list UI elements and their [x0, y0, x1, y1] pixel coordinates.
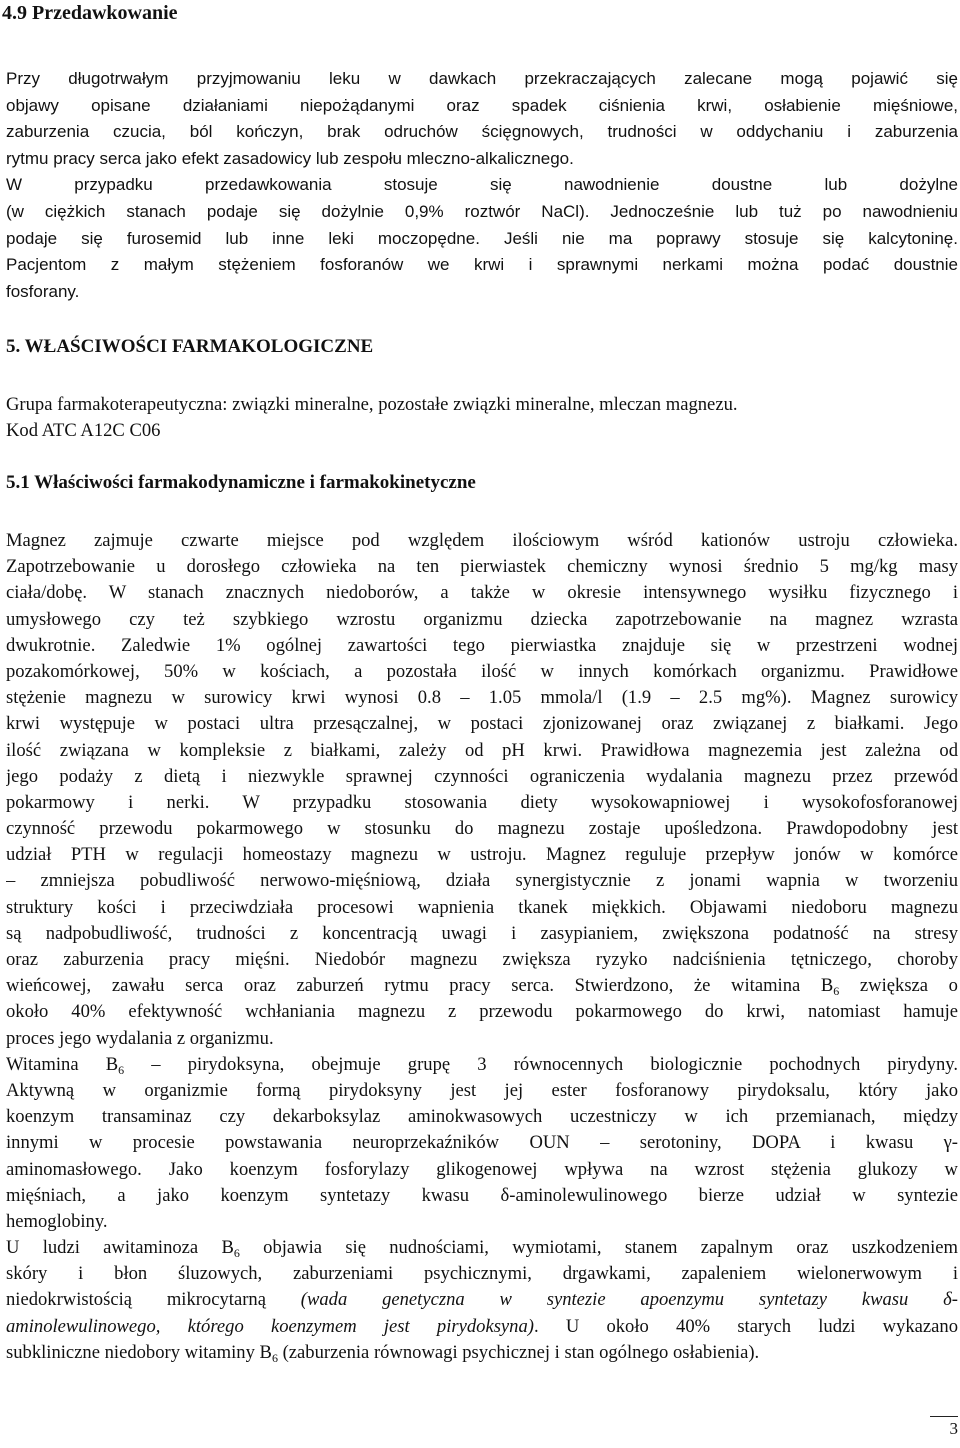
text-line: Przy długotrwałym przyjmowaniu leku w dawkach przekraczających zalecane mogą pojawić się	[6, 69, 958, 88]
text-line: – zmniejsza pobudliwość nerwowo-mięśniową, działa synergistycznie z jonami wapnia w tworzeniu	[6, 870, 958, 892]
text-line: czynność przewodu pokarmowego w stosunku do magnezu zostaje upośledzona. Prawdopodobny jest	[6, 818, 958, 840]
text-segment: niedokrwistością mikrocytarną	[6, 1289, 266, 1311]
text-line: ciała/dobę. W stanach znacznych niedoborów, a także w okresie intensywnego wysiłku fizycznego i	[6, 582, 958, 604]
text-line: hemoglobiny.	[6, 1210, 108, 1232]
text-line: krwi występuje w postaci ultra przesączalnej, w postaci zjonizowanej oraz związanej z białkami. Jego	[6, 713, 958, 735]
text-line: (w ciężkich stanach podaje się dożylnie 0,9% roztwór NaCl). Jednocześnie lub tuż po nawodnieniu	[6, 201, 958, 221]
text-line: zaburzenia czucia, ból kończyn, brak odruchów ścięgnowych, trudności w oddychaniu i zaburzenia	[6, 122, 958, 142]
atc-code-line: Kod ATC A12C C06	[6, 420, 161, 442]
section-4-9-heading: 4.9 Przedawkowanie	[2, 2, 178, 24]
subscript-6: 6	[271, 1350, 278, 1365]
section-5-1-heading: 5.1 Właściwości farmakodynamiczne i farmakokinetyczne	[6, 472, 476, 493]
text-line: fosforany.	[6, 281, 80, 301]
text-line: Magnez zajmuje czwarte miejsce pod względem ilościowym wśród kationów ustroju człowieka.	[6, 530, 958, 551]
italic-segment: aminolewulinowego, którego koenzymem jest pirydoksyna)	[6, 1315, 534, 1337]
text-line: pokarmowy i nerki. W przypadku stosowania diety wysokowapniowej i wysokofosforanowej	[6, 791, 958, 813]
text-line	[6, 1235, 958, 1261]
pharmacotherapeutic-group	[6, 392, 958, 444]
text-line: rytmu pracy serca jako efekt zasadowicy lub zespołu mleczno-alkalicznego.	[6, 148, 574, 168]
page-number: 3	[930, 1416, 958, 1439]
text-segment: Witamina B	[6, 1053, 119, 1075]
text-line: innymi w procesie powstawania neuroprzekaźników OUN – serotoniny, DOPA i kwasu γ-	[6, 1132, 958, 1154]
text-line: koenzym transaminaz czy dekarboksylaz aminokwasowych uczestniczy w ich przemianach, między	[6, 1106, 958, 1128]
text-line: Aktywną w organizmie formą pirydoksyny jest jej ester fosforanowy pirydoksalu, który jako	[6, 1079, 958, 1101]
text-line: ilość związana w kompleksie z białkami, zależy od pH krwi. Prawidłowa magnezemia jest zależna od	[6, 739, 958, 761]
text-line: pozakomórkowej, 50% w kościach, a pozostała ilość w innych komórkach organizmu. Prawidłowe	[6, 660, 958, 682]
text-line: udział PTH w regulacji homeostazy magnezu w ustroju. Magnez reguluje przepływ jonów w komórce	[6, 844, 958, 866]
text-segment: zwiększa o	[859, 975, 958, 997]
subscript-6: 6	[118, 1062, 125, 1077]
text-line	[6, 1052, 958, 1078]
text-line	[6, 973, 958, 999]
text-line: stężenie magnezu w surowicy krwi wynosi 0.8 – 1.05 mmola/l (1.9 – 2.5 mg%). Magnez surowicy	[6, 687, 958, 709]
text-line	[6, 1340, 958, 1366]
text-line: są nadpobudliwość, trudności z koncentracją uwagi i zasypianiem, zwiększona podatność na stresy	[6, 922, 958, 944]
text-segment: (zaburzenia równowagi psychicznej i stan ogólnego osłabienia).	[282, 1341, 760, 1363]
text-line: oraz zaburzenia pracy mięśni. Niedobór magnezu zwiększa ryzyko nadciśnienia tętniczego, choroby	[6, 949, 958, 970]
text-line: umysłowego czy też szybkiego wzrostu organizmu dziecka zapotrzebowanie na magnez wzrasta	[6, 608, 958, 630]
italic-segment: (wada genetyczna w syntezie apoenzymu syntetazy kwasu δ-	[300, 1289, 958, 1311]
subscript-6: 6	[233, 1246, 240, 1261]
text-line: proces jego wydalania z organizmu.	[6, 1027, 274, 1049]
text-line	[6, 1287, 958, 1313]
pharmacodynamics-paragraph	[6, 528, 958, 1366]
text-line	[6, 1314, 958, 1340]
text-line: Pacjentom z małym stężeniem fosforanów we krwi i sprawnymi nerkami można podać doustnie	[6, 255, 958, 275]
text-line: dwukrotnie. Zaledwie 1% ogólnej zawartości tego pierwiastka znajduje się w przestrzeni wodnej	[6, 634, 958, 656]
text-line: Zapotrzebowanie u dorosłego człowieka na ten pierwiastek chemiczny wynosi średnio 5 mg/kg masy	[6, 556, 958, 578]
text-line: mięśniach, a jako koenzym syntetazy kwasu δ-aminolewulinowego bierze udział w syntezie	[6, 1184, 958, 1206]
text-segment: – pirydoksyna, obejmuje grupę 3 równocennych biologicznie pochodnych pirydyny.	[151, 1053, 958, 1075]
section-5-heading: 5. WŁAŚCIWOŚCI FARMAKOLOGICZNE	[6, 336, 374, 357]
text-line: aminomasłowego. Jako koenzym fosforylazy glikogenowej wpływa na wzrost stężenia glukozy w	[6, 1158, 958, 1180]
text-line: około 40% efektywność wchłaniania magnezu z przewodu pokarmowego do krwi, natomiast hamuje	[6, 1001, 958, 1023]
text-segment: U ludzi awitaminoza B	[6, 1237, 234, 1259]
text-line: struktury kości i przeciwdziała procesowi wapnienia tkanek miękkich. Objawami niedoboru magnezu	[6, 896, 958, 918]
text-segment: subkliniczne niedobory witaminy B	[6, 1341, 272, 1363]
text-line: W przypadku przedawkowania stosuje się nawodnienie doustne lub dożylne	[6, 175, 958, 195]
text-line: podaje się furosemid lub inne leki moczopędne. Jeśli nie ma poprawy stosuje się kalcytoninę.	[6, 228, 958, 248]
text-segment: wieńcowej, zawału serca oraz zaburzeń rytmu pracy serca. Stwierdzono, że witamina B	[6, 975, 834, 997]
text-segment: objawia się nudnościami, wymiotami, stanem zapalnym oraz uszkodzeniem	[263, 1237, 958, 1259]
text-line: jego podaży z dietą i niezwykle sprawnej czynności ograniczenia wydalania magnezu przez przewód	[6, 765, 958, 787]
text-line: objawy opisane działaniami niepożądanymi oraz spadek ciśnienia krwi, osłabienie mięśniowe,	[6, 95, 958, 115]
subscript-6: 6	[833, 984, 840, 999]
text-line: skóry i błon śluzowych, zaburzeniami psychicznymi, drgawkami, zapaleniem wielonerwowym i	[6, 1263, 958, 1285]
group-line: Grupa farmakoterapeutyczna: związki mineralne, pozostałe związki mineralne, mleczan magnezu.	[6, 394, 738, 415]
overdose-paragraph	[6, 66, 958, 305]
text-segment: . U około 40% starych ludzi wykazano	[533, 1315, 958, 1337]
